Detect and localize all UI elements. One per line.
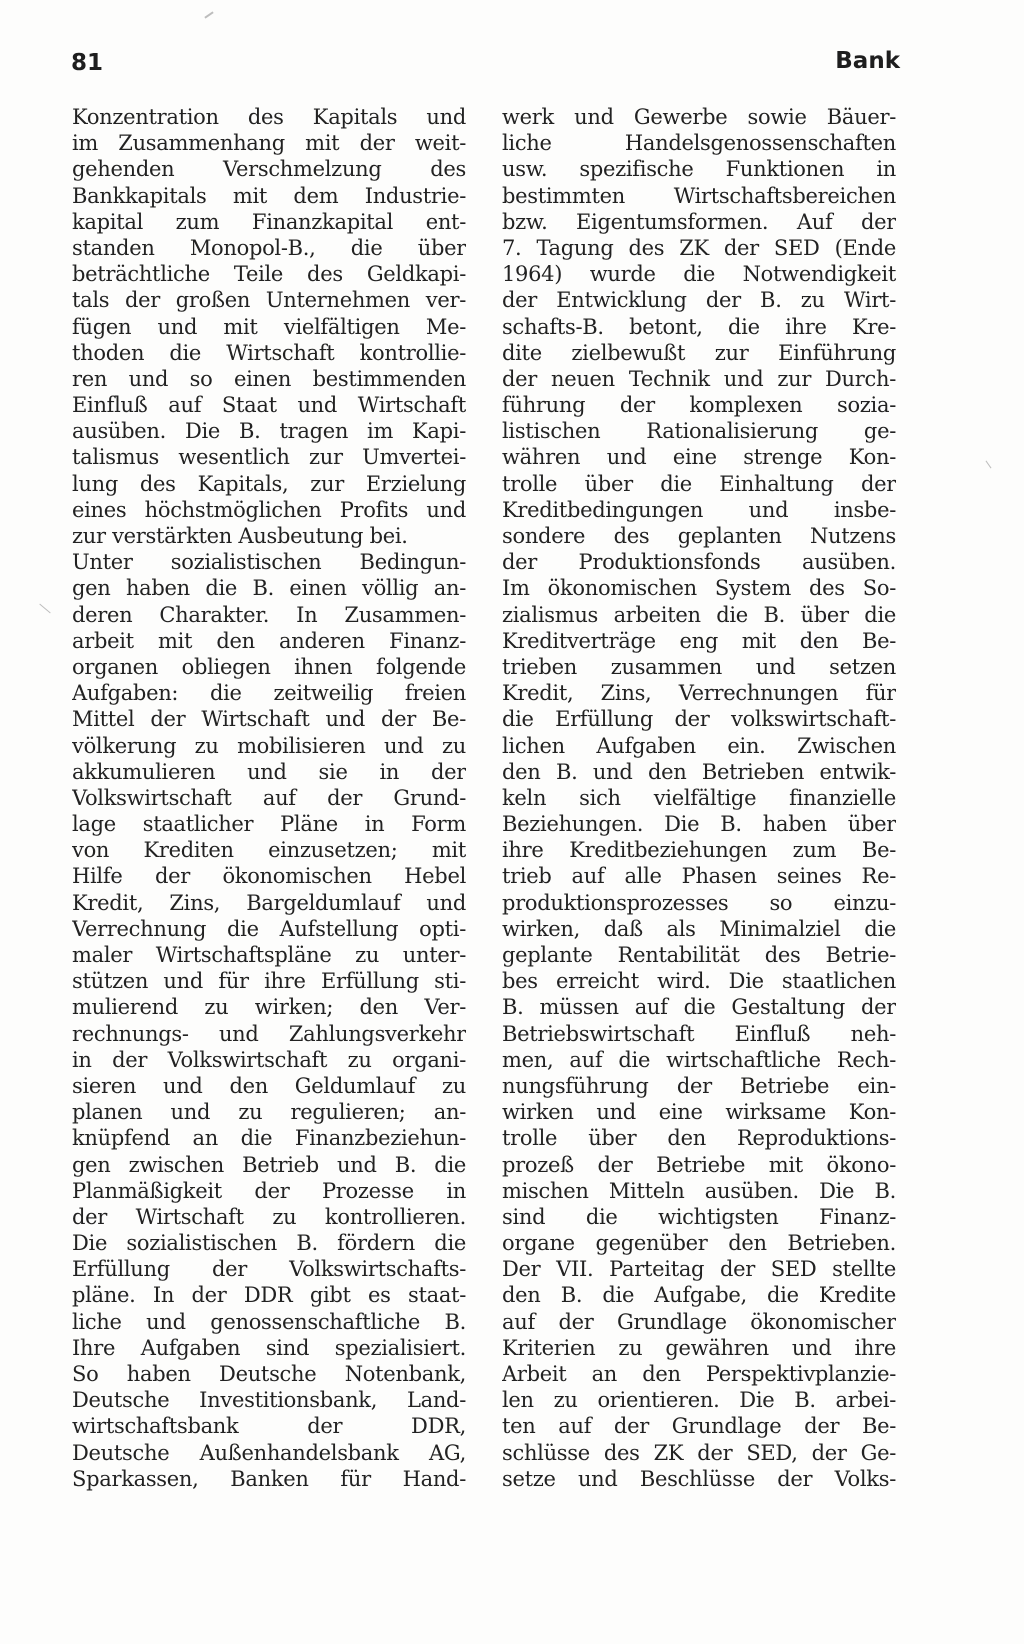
left-column-line: in der Volkswirtschaft zu organi- [72, 1047, 466, 1072]
right-column-line: Arbeit an den Perspektivplanzie- [502, 1362, 896, 1386]
right-column-line: sind die wichtigsten Finanz- [502, 1204, 896, 1229]
right-column-line: Der VII. Parteitag der SED stellte [502, 1257, 896, 1282]
left-column-line: gen haben die B. einen völlig an- [72, 576, 466, 601]
left-column-line: stützen und für ihre Erfüllung sti- [72, 969, 466, 994]
left-column-line: Aufgaben: die zeitweilig freien [72, 681, 466, 706]
left-column-line: planen und zu regulieren; an- [72, 1100, 466, 1125]
right-column-line: der Produktionsfonds ausüben. [502, 550, 896, 575]
right-column-line: mischen Mitteln ausüben. Die B. [502, 1178, 896, 1203]
right-column-line: trolle über die Einhaltung der [502, 471, 896, 496]
right-column-line: zialismus arbeiten die B. über die [502, 602, 896, 627]
right-column-line: B. müssen auf die Gestaltung der [502, 995, 896, 1020]
right-column-line: bestimmten Wirtschaftsbereichen [502, 183, 896, 208]
scan-speck [204, 11, 213, 18]
left-column-line: kapital zum Finanzkapital ent- [72, 209, 466, 234]
right-column-line: trieben zusammen und setzen [502, 654, 896, 679]
right-column-line: nungsführung der Betriebe ein- [502, 1073, 896, 1098]
left-column-line: zur verstärkten Ausbeutung bei. [72, 524, 408, 548]
right-column-line: wirken und eine wirksame Kon- [502, 1100, 896, 1125]
right-column-line: liche Handelsgenossenschaften [502, 131, 896, 156]
text-column-right [502, 104, 896, 1504]
right-column-line: ten auf der Grundlage der Be- [502, 1414, 896, 1439]
left-column-line: pläne. In der DDR gibt es staat- [72, 1283, 466, 1308]
right-column-line: Betriebswirtschaft Einfluß neh- [502, 1021, 896, 1046]
left-column-line: talismus wesentlich zur Umvertei- [72, 445, 466, 470]
left-column-line: Hilfe der ökonomischen Hebel [72, 864, 466, 889]
right-column-line: trolle über den Reproduktions- [502, 1126, 896, 1151]
left-column-line: gehenden Verschmelzung des [72, 157, 466, 182]
left-column-line: Sparkassen, Banken für Hand- [72, 1466, 466, 1491]
right-column-line: der Entwicklung der B. zu Wirt- [502, 288, 896, 313]
right-column-line: werk und Gewerbe sowie Bäuer- [502, 105, 896, 129]
left-column-line: deren Charakter. In Zusammen- [72, 602, 466, 627]
left-column-line: thoden die Wirtschaft kontrollie- [72, 340, 466, 365]
scan-speck [39, 604, 50, 614]
left-column-line: Mittel der Wirtschaft und der Be- [72, 707, 466, 732]
right-column-line: Kreditverträge eng mit den Be- [502, 628, 896, 653]
right-column-line: Beziehungen. Die B. haben über [502, 812, 896, 837]
right-column-line: dite zielbewußt zur Einführung [502, 340, 896, 365]
right-column-line: der neuen Technik und zur Durch- [502, 366, 896, 391]
left-column-line: ren und so einen bestimmenden [72, 366, 466, 391]
left-column-line: lage staatlicher Pläne in Form [72, 812, 466, 837]
left-column-line: Deutsche Außenhandelsbank AG, [72, 1440, 466, 1465]
left-column-line: ausüben. Die B. tragen im Kapi- [72, 419, 466, 444]
left-column-line: Erfüllung der Volkswirtschafts- [72, 1257, 466, 1282]
left-column-line: eines höchstmöglichen Profits und [72, 497, 466, 522]
running-head: Bank [835, 48, 900, 74]
left-column-line: tals der großen Unternehmen ver- [72, 288, 466, 313]
left-column-line: von Krediten einzusetzen; mit [72, 838, 466, 863]
left-column-line: Kredit, Zins, Bargeldumlauf und [72, 890, 466, 915]
left-column-line: So haben Deutsche Notenbank, [72, 1362, 466, 1386]
right-column-line: die Erfüllung der volkswirtschaft- [502, 707, 896, 732]
right-column-line: produktionsprozesses so einzu- [502, 890, 896, 915]
left-column-line: mulierend zu wirken; den Ver- [72, 995, 466, 1020]
right-column-line: geplante Rentabilität des Betrie- [502, 943, 896, 967]
right-column-line: prozeß der Betriebe mit ökono- [502, 1152, 896, 1177]
right-column-line: keln sich vielfältige finanzielle [502, 785, 896, 810]
left-column-line: arbeit mit den anderen Finanz- [72, 628, 466, 653]
right-column-line: den B. die Aufgabe, die Kredite [502, 1283, 896, 1308]
right-column-line: men, auf die wirtschaftliche Rech- [502, 1047, 896, 1072]
left-column-line: liche und genossenschaftliche B. [72, 1309, 466, 1334]
left-column-line: Konzentration des Kapitals und [72, 105, 466, 129]
left-column-line: rechnungs- und Zahlungsverkehr [72, 1021, 466, 1046]
right-column-line: bes erreicht wird. Die staatlichen [502, 969, 896, 994]
left-column-line: Deutsche Investitionsbank, Land- [72, 1388, 466, 1413]
left-column-line: akkumulieren und sie in der [72, 759, 466, 784]
right-column-line: schafts-B. betont, die ihre Kre- [502, 314, 896, 339]
left-column-line: knüpfend an die Finanzbeziehun- [72, 1126, 466, 1151]
left-column-line: lung des Kapitals, zur Erzielung [72, 471, 466, 496]
left-column-line: gen zwischen Betrieb und B. die [72, 1152, 466, 1177]
left-column-line: Unter sozialistischen Bedingun- [72, 550, 466, 575]
right-column-line: Kreditbedingungen und insbe- [502, 497, 896, 522]
left-column-line: Die sozialistischen B. fördern die [72, 1231, 466, 1256]
right-column-line: schlüsse des ZK der SED, der Ge- [502, 1440, 896, 1465]
left-column-line: der Wirtschaft zu kontrollieren. [72, 1204, 466, 1229]
right-column-line: lichen Aufgaben ein. Zwischen [502, 733, 896, 758]
left-column-line: standen Monopol-B., die über [72, 235, 466, 260]
right-column-line: führung der komplexen sozia- [502, 393, 896, 418]
right-column-line: währen und eine strenge Kon- [502, 445, 896, 470]
right-column-line: ihre Kreditbeziehungen zum Be- [502, 838, 896, 863]
left-column-line: Planmäßigkeit der Prozesse in [72, 1178, 466, 1203]
right-column-line: Kredit, Zins, Verrechnungen für [502, 681, 896, 706]
left-column-line: Bankkapitals mit dem Industrie- [72, 183, 466, 208]
left-column-line: Verrechnung die Aufstellung opti- [72, 916, 466, 941]
right-column-line: usw. spezifische Funktionen in [502, 157, 896, 182]
right-column-line: 7. Tagung des ZK der SED (Ende [502, 235, 896, 260]
scan-speck [986, 461, 992, 469]
left-column-line: Einfluß auf Staat und Wirtschaft [72, 393, 466, 418]
right-column-line: setze und Beschlüsse der Volks- [502, 1466, 896, 1491]
right-column-line: Im ökonomischen System des So- [502, 576, 896, 601]
right-column-line: sondere des geplanten Nutzens [502, 524, 896, 548]
right-column-line: trieb auf alle Phasen seines Re- [502, 864, 896, 889]
right-column-line: auf der Grundlage ökonomischer [502, 1309, 896, 1334]
right-column-line: len zu orientieren. Die B. arbei- [502, 1388, 896, 1413]
right-column-line: bzw. Eigentumsformen. Auf der [502, 209, 896, 234]
left-column-line: maler Wirtschaftspläne zu unter- [72, 943, 466, 967]
right-column-line: 1964) wurde die Notwendigkeit [502, 262, 896, 287]
left-column-line: sieren und den Geldumlauf zu [72, 1073, 466, 1098]
left-column-line: beträchtliche Teile des Geldkapi- [72, 262, 466, 287]
page-number: 81 [71, 50, 104, 76]
left-column-line: völkerung zu mobilisieren und zu [72, 733, 466, 758]
right-column-line: wirken, daß als Minimalziel die [502, 916, 896, 941]
left-column-line: im Zusammenhang mit der weit- [72, 131, 466, 156]
left-column-line: wirtschaftsbank der DDR, [72, 1414, 466, 1439]
left-column-line: fügen und mit vielfältigen Me- [72, 314, 466, 339]
left-column-line: Volkswirtschaft auf der Grund- [72, 785, 466, 810]
left-column-line: Ihre Aufgaben sind spezialisiert. [72, 1335, 466, 1360]
text-column-left [72, 104, 466, 1504]
right-column-line: listischen Rationalisierung ge- [502, 419, 896, 444]
right-column-line: organe gegenüber den Betrieben. [502, 1231, 896, 1256]
right-column-line: Kriterien zu gewähren und ihre [502, 1335, 896, 1360]
left-column-line: organen obliegen ihnen folgende [72, 654, 466, 679]
right-column-line: den B. und den Betrieben entwik- [502, 759, 896, 784]
